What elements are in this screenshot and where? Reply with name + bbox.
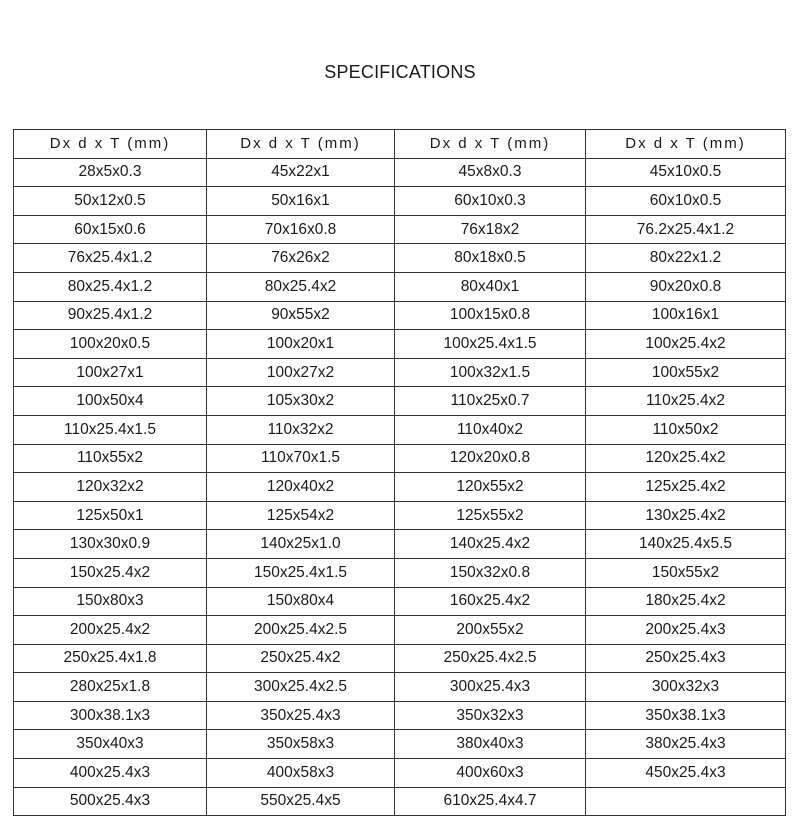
table-cell: 100x55x2 [586, 358, 786, 387]
table-cell: 380x40x3 [395, 730, 586, 759]
table-cell: 400x25.4x3 [14, 759, 207, 788]
table-cell: 120x40x2 [207, 473, 395, 502]
column-header: Dx d x T (mm) [586, 130, 786, 159]
table-cell: 60x15x0.6 [14, 215, 207, 244]
table-cell: 400x58x3 [207, 759, 395, 788]
table-cell: 450x25.4x3 [586, 759, 786, 788]
header-row [14, 130, 786, 159]
column-header: Dx d x T (mm) [395, 130, 586, 159]
table-row [14, 244, 786, 273]
table-cell: 80x18x0.5 [395, 244, 586, 273]
table-cell: 45x10x0.5 [586, 158, 786, 187]
table-cell: 45x22x1 [207, 158, 395, 187]
table-cell: 100x20x1 [207, 330, 395, 359]
table-cell [586, 787, 786, 816]
table-cell: 140x25.4x5.5 [586, 530, 786, 559]
table-row [14, 158, 786, 187]
table-cell: 110x40x2 [395, 415, 586, 444]
table-cell: 100x20x0.5 [14, 330, 207, 359]
table-row [14, 358, 786, 387]
page-title: SPECIFICATIONS [324, 62, 476, 82]
table-cell: 80x25.4x1.2 [14, 272, 207, 301]
table-row [14, 759, 786, 788]
specifications-table [13, 129, 786, 816]
table-cell: 100x27x1 [14, 358, 207, 387]
table-cell: 150x55x2 [586, 558, 786, 587]
table-cell: 105x30x2 [207, 387, 395, 416]
table-cell: 110x25.4x2 [586, 387, 786, 416]
table-row [14, 415, 786, 444]
table-cell: 250x25.4x2.5 [395, 644, 586, 673]
table-cell: 90x20x0.8 [586, 272, 786, 301]
table-cell: 300x25.4x2.5 [207, 673, 395, 702]
table-cell: 130x25.4x2 [586, 501, 786, 530]
table-cell: 100x32x1.5 [395, 358, 586, 387]
column-header: Dx d x T (mm) [207, 130, 395, 159]
table-cell: 80x40x1 [395, 272, 586, 301]
table-cell: 76x18x2 [395, 215, 586, 244]
table-cell: 150x32x0.8 [395, 558, 586, 587]
table-cell: 50x16x1 [207, 187, 395, 216]
table-cell: 300x25.4x3 [395, 673, 586, 702]
table-row [14, 530, 786, 559]
table-cell: 350x58x3 [207, 730, 395, 759]
table-cell: 110x25x0.7 [395, 387, 586, 416]
table-row [14, 272, 786, 301]
table-cell: 110x70x1.5 [207, 444, 395, 473]
table-cell: 200x55x2 [395, 616, 586, 645]
table-cell: 250x25.4x1.8 [14, 644, 207, 673]
table-cell: 300x38.1x3 [14, 701, 207, 730]
table-cell: 400x60x3 [395, 759, 586, 788]
table-cell: 76x26x2 [207, 244, 395, 273]
table-cell: 200x25.4x2 [14, 616, 207, 645]
table-cell: 500x25.4x3 [14, 787, 207, 816]
table-cell: 150x80x3 [14, 587, 207, 616]
table-cell: 50x12x0.5 [14, 187, 207, 216]
table-row [14, 558, 786, 587]
table-row [14, 587, 786, 616]
table-cell: 350x38.1x3 [586, 701, 786, 730]
table-cell: 150x80x4 [207, 587, 395, 616]
table-row [14, 444, 786, 473]
table-cell: 110x32x2 [207, 415, 395, 444]
table-row [14, 701, 786, 730]
table-cell: 250x25.4x3 [586, 644, 786, 673]
table-cell: 100x16x1 [586, 301, 786, 330]
table-cell: 200x25.4x3 [586, 616, 786, 645]
table-cell: 140x25.4x2 [395, 530, 586, 559]
table-cell: 100x15x0.8 [395, 301, 586, 330]
table-cell: 550x25.4x5 [207, 787, 395, 816]
table-cell: 80x22x1.2 [586, 244, 786, 273]
table-cell: 280x25x1.8 [14, 673, 207, 702]
table-cell: 300x32x3 [586, 673, 786, 702]
table-cell: 120x55x2 [395, 473, 586, 502]
table-row [14, 501, 786, 530]
table-cell: 250x25.4x2 [207, 644, 395, 673]
table-row [14, 301, 786, 330]
table-cell: 45x8x0.3 [395, 158, 586, 187]
table-cell: 120x32x2 [14, 473, 207, 502]
table-cell: 130x30x0.9 [14, 530, 207, 559]
table-row [14, 473, 786, 502]
table-row [14, 330, 786, 359]
table-header [14, 130, 786, 159]
table-cell: 150x25.4x1.5 [207, 558, 395, 587]
table-cell: 70x16x0.8 [207, 215, 395, 244]
table-cell: 610x25.4x4.7 [395, 787, 586, 816]
table-cell: 160x25.4x2 [395, 587, 586, 616]
table-cell: 380x25.4x3 [586, 730, 786, 759]
table-row [14, 215, 786, 244]
column-header: Dx d x T (mm) [14, 130, 207, 159]
table-cell: 350x25.4x3 [207, 701, 395, 730]
table-row [14, 644, 786, 673]
table-cell: 350x40x3 [14, 730, 207, 759]
table-row [14, 187, 786, 216]
table-body [14, 158, 786, 816]
table-cell: 125x54x2 [207, 501, 395, 530]
table-cell: 125x50x1 [14, 501, 207, 530]
table-cell: 140x25x1.0 [207, 530, 395, 559]
table-row [14, 673, 786, 702]
table-row [14, 730, 786, 759]
table-cell: 28x5x0.3 [14, 158, 207, 187]
table-cell: 110x55x2 [14, 444, 207, 473]
table-cell: 110x25.4x1.5 [14, 415, 207, 444]
table-cell: 150x25.4x2 [14, 558, 207, 587]
table-cell: 200x25.4x2.5 [207, 616, 395, 645]
table-row [14, 387, 786, 416]
table-cell: 125x55x2 [395, 501, 586, 530]
table-cell: 110x50x2 [586, 415, 786, 444]
table-cell: 120x20x0.8 [395, 444, 586, 473]
table-cell: 180x25.4x2 [586, 587, 786, 616]
table-cell: 100x50x4 [14, 387, 207, 416]
table-cell: 100x25.4x2 [586, 330, 786, 359]
table-cell: 80x25.4x2 [207, 272, 395, 301]
table-cell: 125x25.4x2 [586, 473, 786, 502]
table-row [14, 616, 786, 645]
table-cell: 90x55x2 [207, 301, 395, 330]
table-row [14, 787, 786, 816]
table-cell: 120x25.4x2 [586, 444, 786, 473]
table-cell: 100x27x2 [207, 358, 395, 387]
table-cell: 100x25.4x1.5 [395, 330, 586, 359]
table-cell: 76x25.4x1.2 [14, 244, 207, 273]
table-cell: 350x32x3 [395, 701, 586, 730]
table-cell: 76.2x25.4x1.2 [586, 215, 786, 244]
table-cell: 90x25.4x1.2 [14, 301, 207, 330]
table-cell: 60x10x0.5 [586, 187, 786, 216]
table-cell: 60x10x0.3 [395, 187, 586, 216]
